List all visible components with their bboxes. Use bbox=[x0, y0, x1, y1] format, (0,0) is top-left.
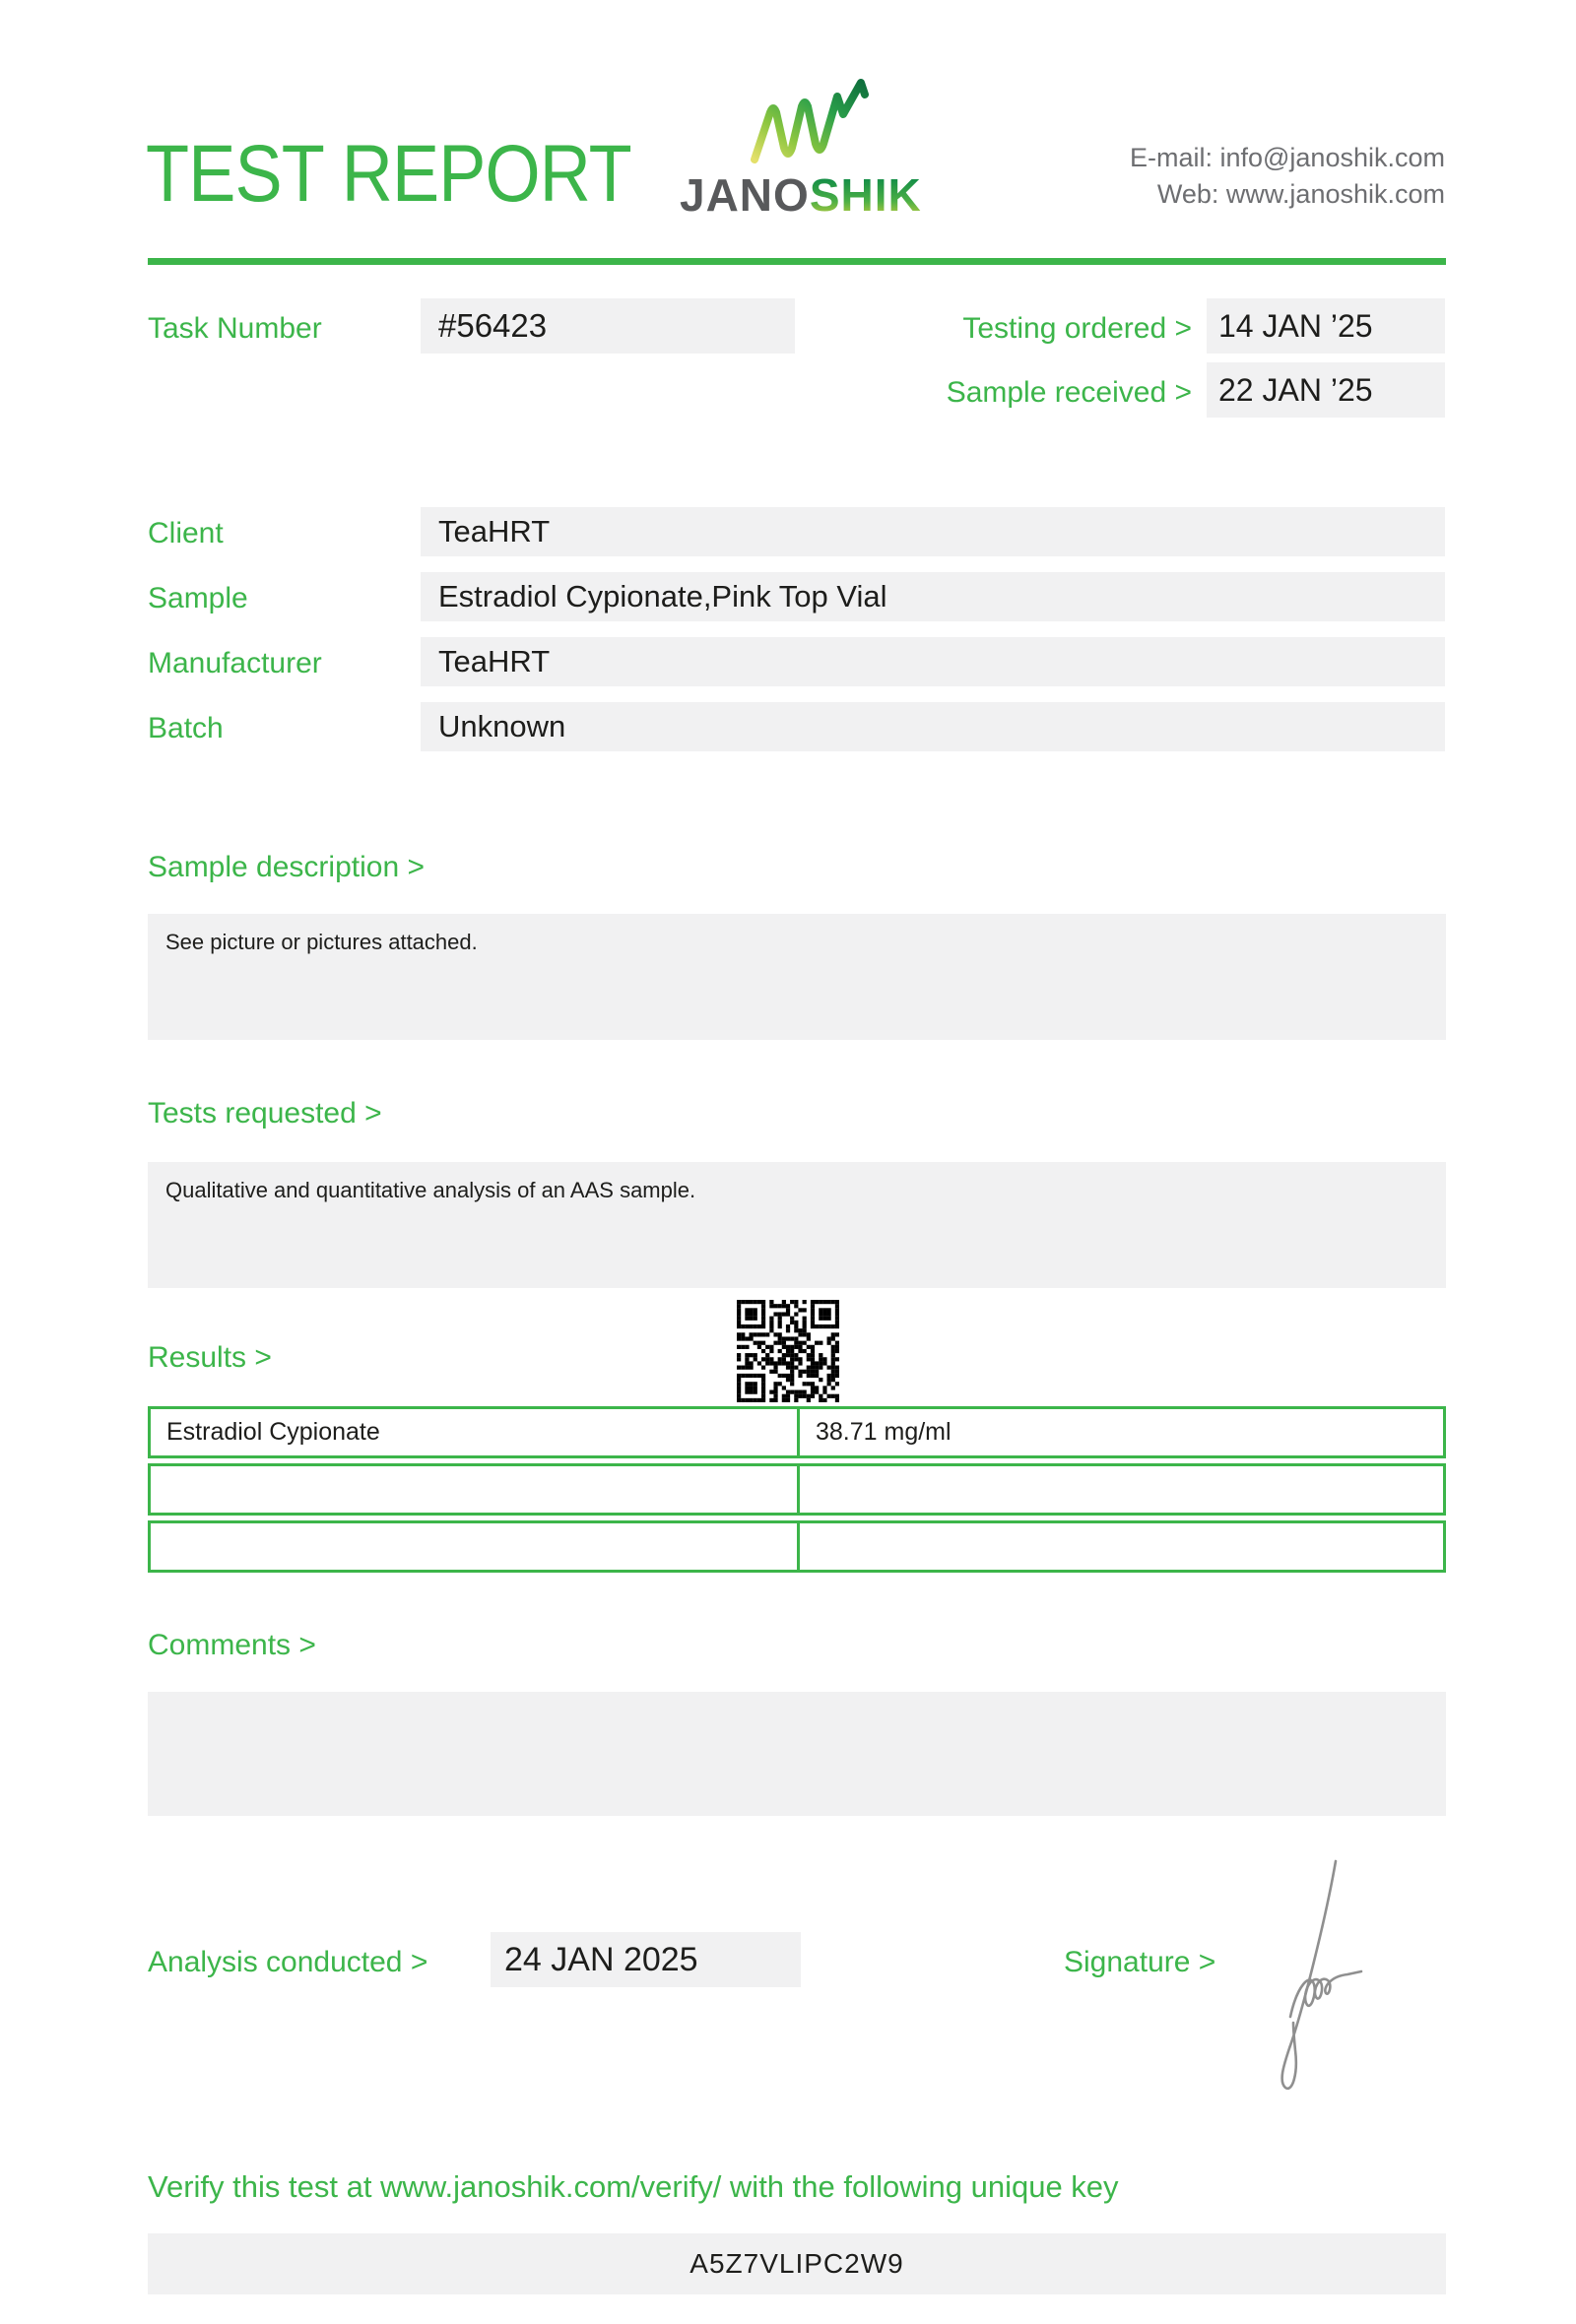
result-substance: Estradiol Cypionate bbox=[151, 1409, 800, 1455]
growth-chart-icon bbox=[741, 75, 894, 175]
contact-email: E-mail: info@janoshik.com bbox=[1129, 143, 1445, 172]
result-amount bbox=[800, 1523, 1443, 1570]
client-label: Client bbox=[148, 517, 224, 549]
batch-label: Batch bbox=[148, 712, 224, 744]
tests-requested-heading: Tests requested > bbox=[148, 1097, 382, 1130]
sample-received-value-box bbox=[1207, 362, 1445, 418]
comments-box bbox=[148, 1692, 1446, 1816]
sample-label: Sample bbox=[148, 582, 248, 614]
manufacturer-value-box bbox=[421, 637, 1445, 686]
manufacturer-label: Manufacturer bbox=[148, 647, 322, 679]
result-substance bbox=[151, 1466, 800, 1513]
testing-ordered-value-box bbox=[1207, 298, 1445, 354]
result-amount: 38.71 mg/ml bbox=[816, 1418, 952, 1446]
brand-name-secondary: SHIK bbox=[809, 169, 922, 221]
tests-requested-text: Qualitative and quantitative analysis of an AAS sample. bbox=[165, 1178, 696, 1202]
unique-key: A5Z7VLIPC2W9 bbox=[690, 2248, 904, 2279]
batch-value: Unknown bbox=[438, 709, 566, 743]
result-substance bbox=[151, 1523, 800, 1570]
header-divider bbox=[148, 258, 1446, 265]
verify-text: Verify this test at www.janoshik.com/verify/ with the following unique key bbox=[148, 2169, 1119, 2204]
sample-description-box bbox=[148, 914, 1446, 1040]
sample-value-box bbox=[421, 572, 1445, 621]
results-heading: Results > bbox=[148, 1341, 272, 1374]
results-table-row bbox=[148, 1463, 1446, 1516]
tests-requested-box bbox=[148, 1162, 1446, 1288]
contact-web: Web: www.janoshik.com bbox=[1156, 179, 1445, 209]
page-title: TEST REPORT bbox=[146, 129, 631, 219]
signature-label: Signature > bbox=[1064, 1946, 1216, 1978]
results-table-row bbox=[148, 1406, 1446, 1458]
signature-image bbox=[1261, 1847, 1409, 2133]
analysis-conducted-value: 24 JAN 2025 bbox=[504, 1941, 698, 1978]
brand-name-primary: JANO bbox=[680, 169, 810, 221]
brand-wordmark bbox=[680, 169, 922, 221]
results-table-row bbox=[148, 1520, 1446, 1573]
task-number-value: #56423 bbox=[438, 307, 548, 344]
client-value-box bbox=[421, 507, 1445, 556]
contact-block bbox=[1130, 140, 1445, 213]
analysis-conducted-label: Analysis conducted > bbox=[148, 1946, 428, 1978]
sample-received-label: Sample received > bbox=[946, 376, 1192, 409]
analysis-conducted-value-box bbox=[491, 1932, 801, 1987]
unique-key-box bbox=[148, 2233, 1446, 2294]
task-number-label: Task Number bbox=[148, 312, 322, 345]
sample-received-value: 22 JAN ’25 bbox=[1218, 372, 1373, 408]
task-number-value-box bbox=[421, 298, 795, 354]
testing-ordered-label: Testing ordered > bbox=[962, 312, 1192, 345]
comments-heading: Comments > bbox=[148, 1629, 316, 1661]
sample-description-text: See picture or pictures attached. bbox=[165, 930, 478, 954]
testing-ordered-value: 14 JAN ’25 bbox=[1218, 308, 1373, 344]
batch-value-box bbox=[421, 702, 1445, 751]
qr-code bbox=[737, 1300, 839, 1402]
sample-value: Estradiol Cypionate,Pink Top Vial bbox=[438, 579, 887, 613]
client-value: TeaHRT bbox=[438, 514, 551, 549]
manufacturer-value: TeaHRT bbox=[438, 644, 551, 678]
result-amount bbox=[800, 1466, 1443, 1513]
results-table bbox=[148, 1406, 1446, 1578]
sample-description-heading: Sample description > bbox=[148, 851, 425, 883]
